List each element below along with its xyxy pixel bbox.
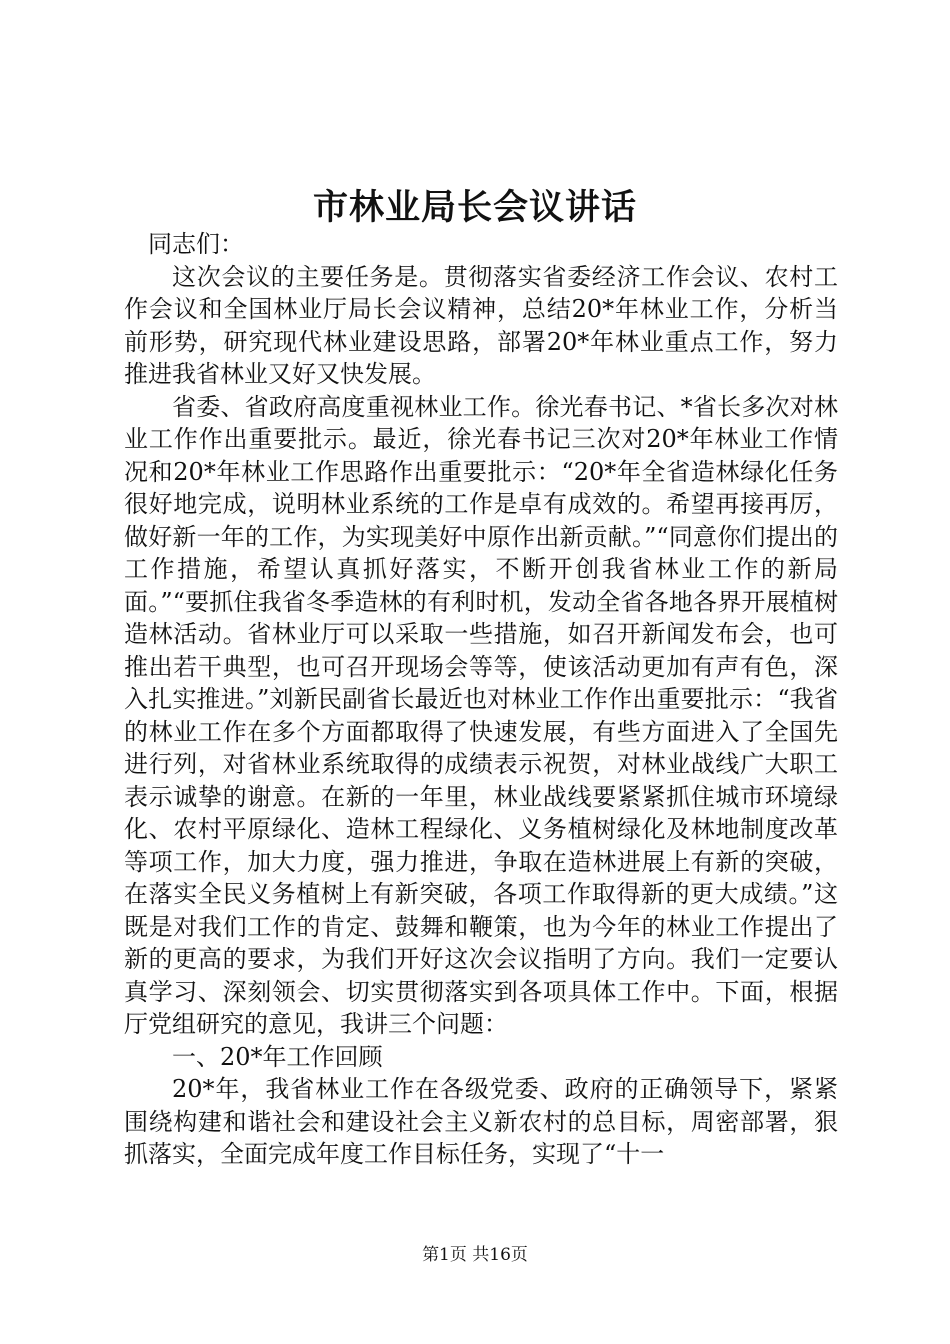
greeting-paragraph: 同志们：	[148, 230, 244, 258]
page-footer: 第1页 共16页	[422, 1245, 528, 1265]
section-heading: 一、20*年工作回顾	[172, 1042, 383, 1071]
body-paragraph: 省委、省政府高度重视林业工作。徐光春书记、*省长多次对林业工作作出重要批示。最近，徐光春书记三次对20*年林业工作情况和20*年林业工作思路作出重要批示：“20*年全省造林绿化任务很好地完成，说明林业系统的工作是卓有成效的。希望再接再厉，做好新一年的工作，为实现美好中原作出新贡献。”“同意你们提出的工作措施，希望认真抓好落实，不断开创我省林业工作的新局面。”“要抓住我省冬季造林的有利时机，发动全省各地各界开展植树造林活动。省林业厅可以采取一些措施，如召开新闻发布会，也可推出若干典型，也可召开现场会等等，使该活动更加有声有色，深入扎实推进。”刘新民副省长最近也对林业工作作出重要批示：“我省的林业工作在多个方面都取得了快速发展，有些方面进入了全国先进行列，对省林业系统取得的成绩表示祝贺，对林业战线广大职工表示诚挚的谢意。在新的一年里，林业战线要紧紧抓住城市环境绿化、农村平原绿化、造林工程绿化、义务植树绿化及林地制度改革等项工作，加大力度，强力推进，争取在造林进展上有新的突破，在落实全民义务植树上有新突破，各项工作取得新的更大成绩。”这既是对我们工作的肯定、鼓舞和鞭策，也为今年的林业工作提出了新的更高的要求，为我们开好这次会议指明了方向。我们一定要认真学习、深刻领会、切实贯彻落实到各项具体工作中。下面，根据厅党组研究的意见，我讲三个问题：	[124, 392, 838, 1038]
document-body	[124, 228, 838, 1171]
document-title: 市林业局长会议讲话	[312, 187, 637, 228]
body-paragraph: 这次会议的主要任务是。贯彻落实省委经济工作会议、农村工作会议和全国林业厅局长会议精神，总结20*年林业工作，分析当前形势，研究现代林业建设思路，部署20*年林业重点工作，努力推进我省林业又好又快发展。	[124, 262, 838, 388]
body-paragraph: 20*年，我省林业工作在各级党委、政府的正确领导下，紧紧围绕构建和谐社会和建设社会主义新农村的总目标，周密部署，狠抓落实，全面完成年度工作目标任务，实现了“十一	[124, 1075, 838, 1168]
